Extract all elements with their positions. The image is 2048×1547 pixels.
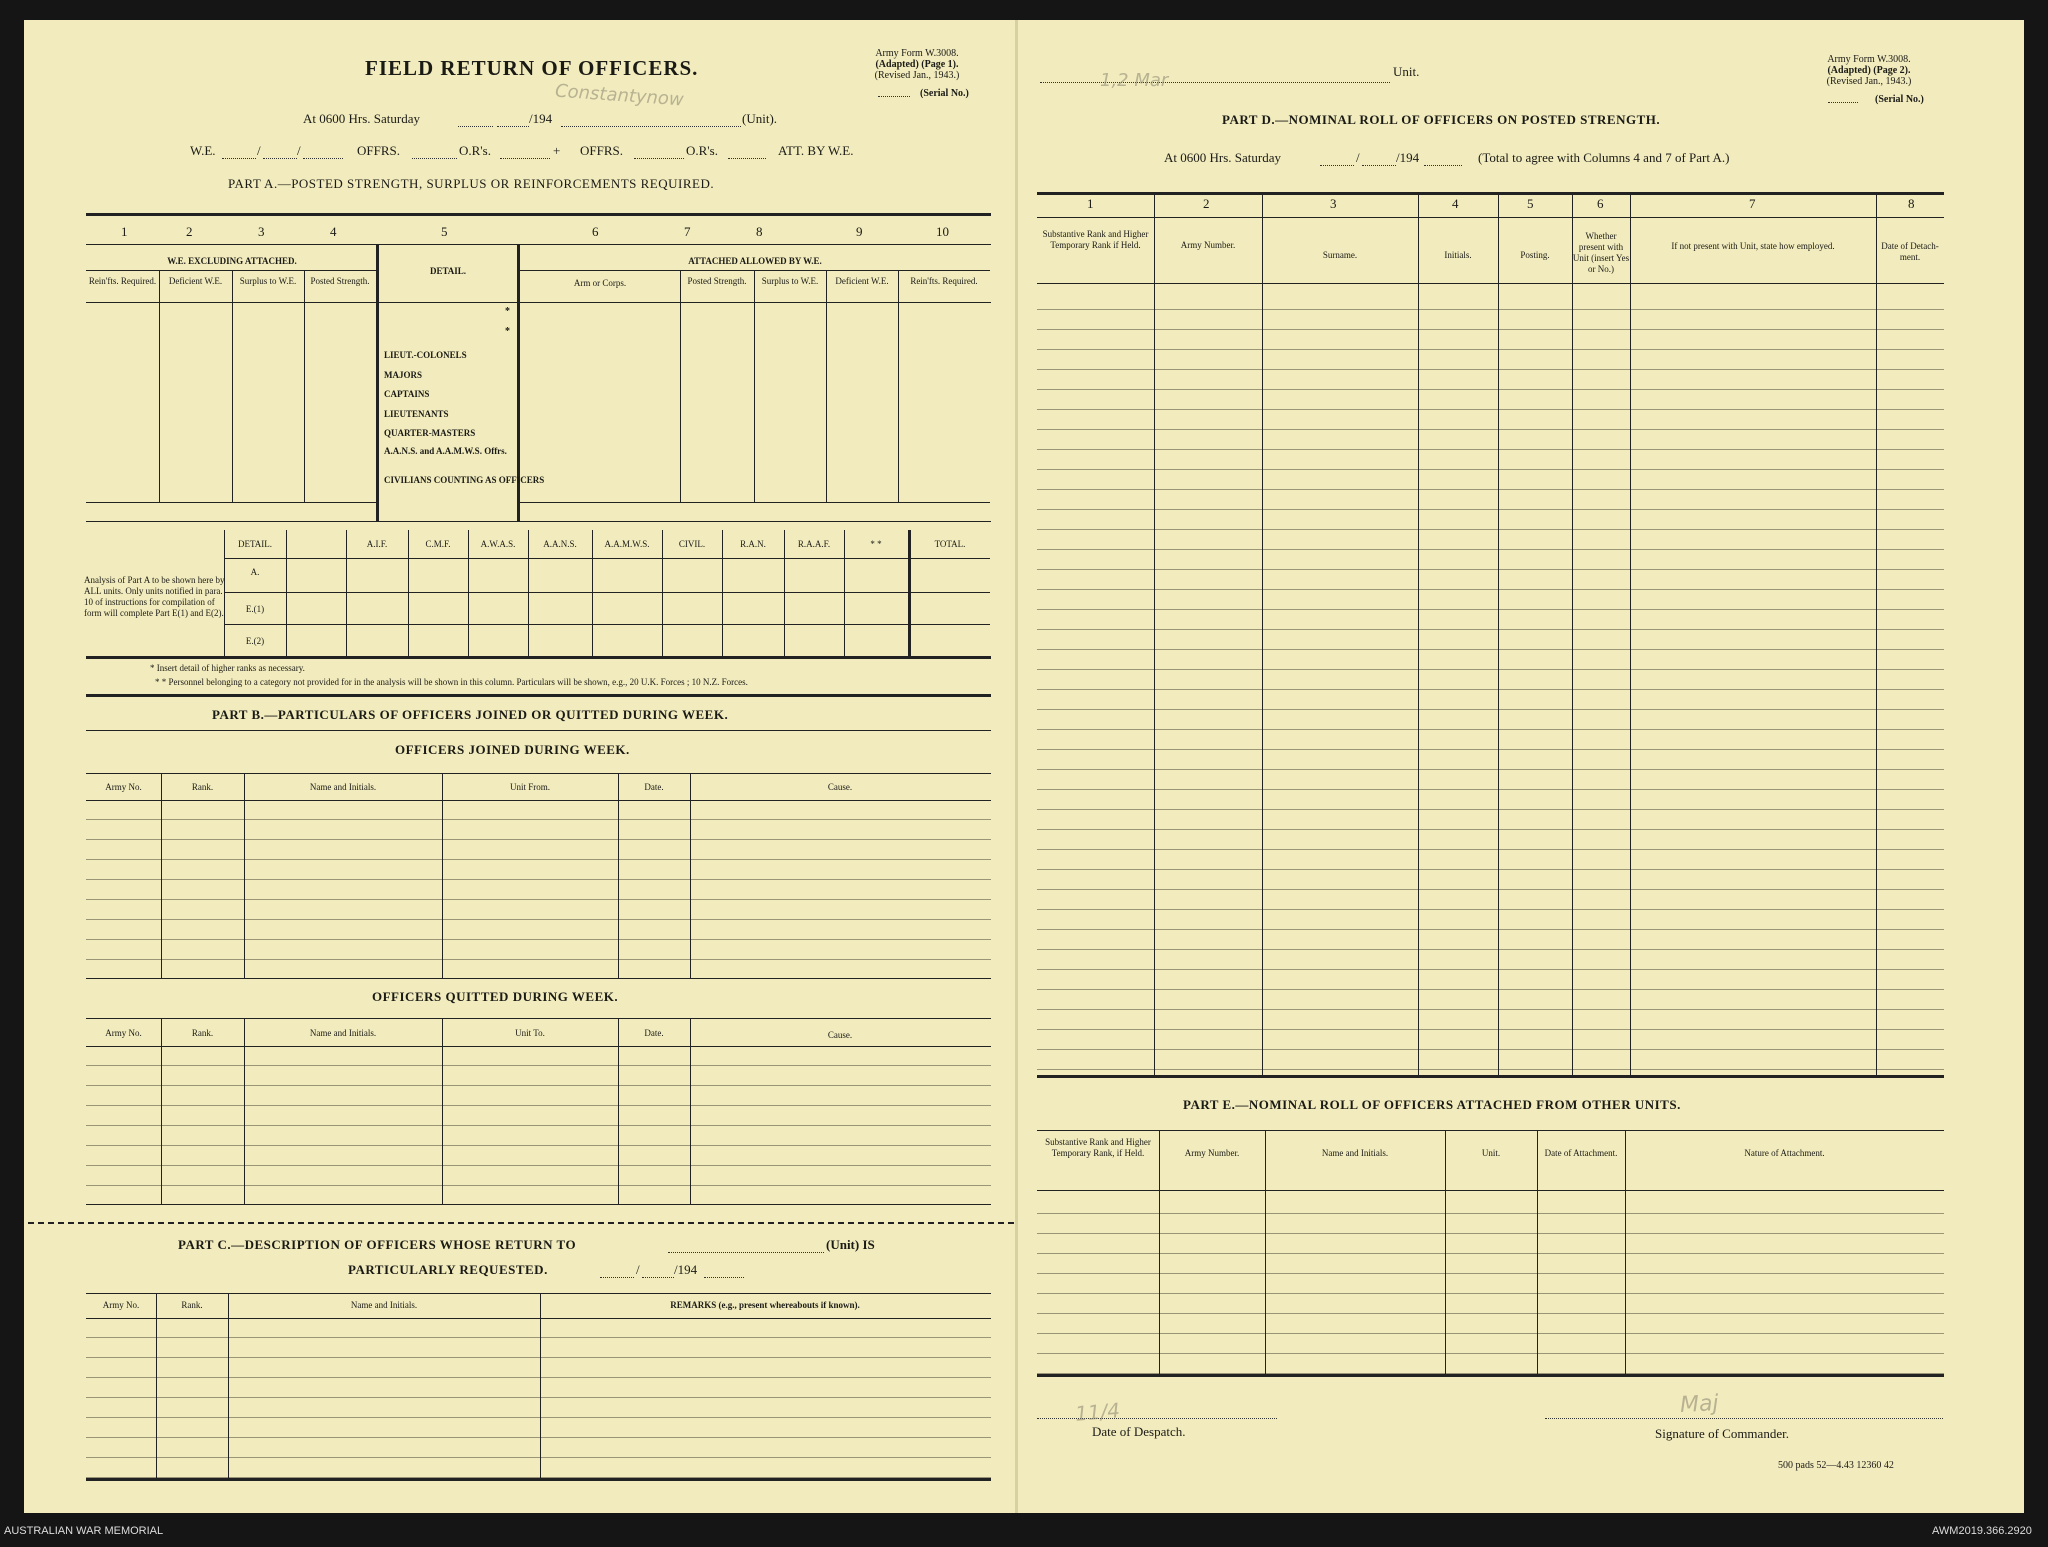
print-code: 500 pads 52—4.43 12360 42: [1778, 1460, 1894, 1471]
analysis-note: Analysis of Part A to be shown here by ALL units. Only units notified in para. 10 of instructions for compilation of form will complete Part E(1) and E(2).: [84, 575, 225, 618]
signature-label: Signature of Commander.: [1655, 1426, 1789, 1441]
detail-header: DETAIL.: [429, 266, 467, 276]
quitted-rows[interactable]: [86, 1046, 991, 1204]
serial-label: (Serial No.): [920, 88, 969, 99]
tear-line: [28, 1222, 1014, 1224]
page-fold: [1015, 20, 1018, 1513]
at-line-prefix: At 0600 Hrs. Saturday: [303, 111, 420, 126]
part-d-rows[interactable]: [1037, 290, 1944, 1075]
part-c-title: PART C.—DESCRIPTION OF OFFICERS WHOSE RETURN TO: [178, 1237, 577, 1252]
quitted-title: OFFICERS QUITTED DURING WEEK.: [372, 989, 619, 1004]
footer-accession: AWM2019.366.2920: [1932, 1525, 2032, 1537]
joined-rows[interactable]: [86, 800, 991, 978]
part-b-title: PART B.—PARTICULARS OF OFFICERS JOINED OR QUITTED DURING WEEK.: [212, 707, 729, 722]
part-a-ranks: LIEUT.-COLONELS MAJORS CAPTAINS LIEUTENANTS QUARTER-MASTERS: [384, 350, 476, 438]
part-c-rows[interactable]: [86, 1318, 991, 1478]
joined-title: OFFICERS JOINED DURING WEEK.: [395, 742, 630, 757]
part-a-top-rule: [86, 213, 991, 216]
part-e-title: PART E.—NOMINAL ROLL OF OFFICERS ATTACHED FROM OTHER UNITS.: [1183, 1097, 1681, 1112]
form-title: FIELD RETURN OF OFFICERS.: [365, 56, 699, 80]
despatch-label: Date of Despatch.: [1092, 1424, 1186, 1439]
form-reference-2: Army Form W.3008. (Adapted) (Page 2). (Revised Jan., 1943.): [1826, 54, 1912, 87]
part-d-title: PART D.—NOMINAL ROLL OF OFFICERS ON POSTED STRENGTH.: [1222, 112, 1661, 127]
unit-label: Unit.: [1393, 64, 1420, 79]
form-reference: Army Form W.3008. (Adapted) (Page 1). (Revised Jan., 1943.): [874, 48, 960, 81]
footer-credit: AUSTRALIAN WAR MEMORIAL: [4, 1525, 164, 1537]
part-e-rows[interactable]: [1037, 1194, 1944, 1374]
part-a-title: PART A.—POSTED STRENGTH, SURPLUS OR REINFORCEMENTS REQUIRED.: [228, 176, 715, 191]
